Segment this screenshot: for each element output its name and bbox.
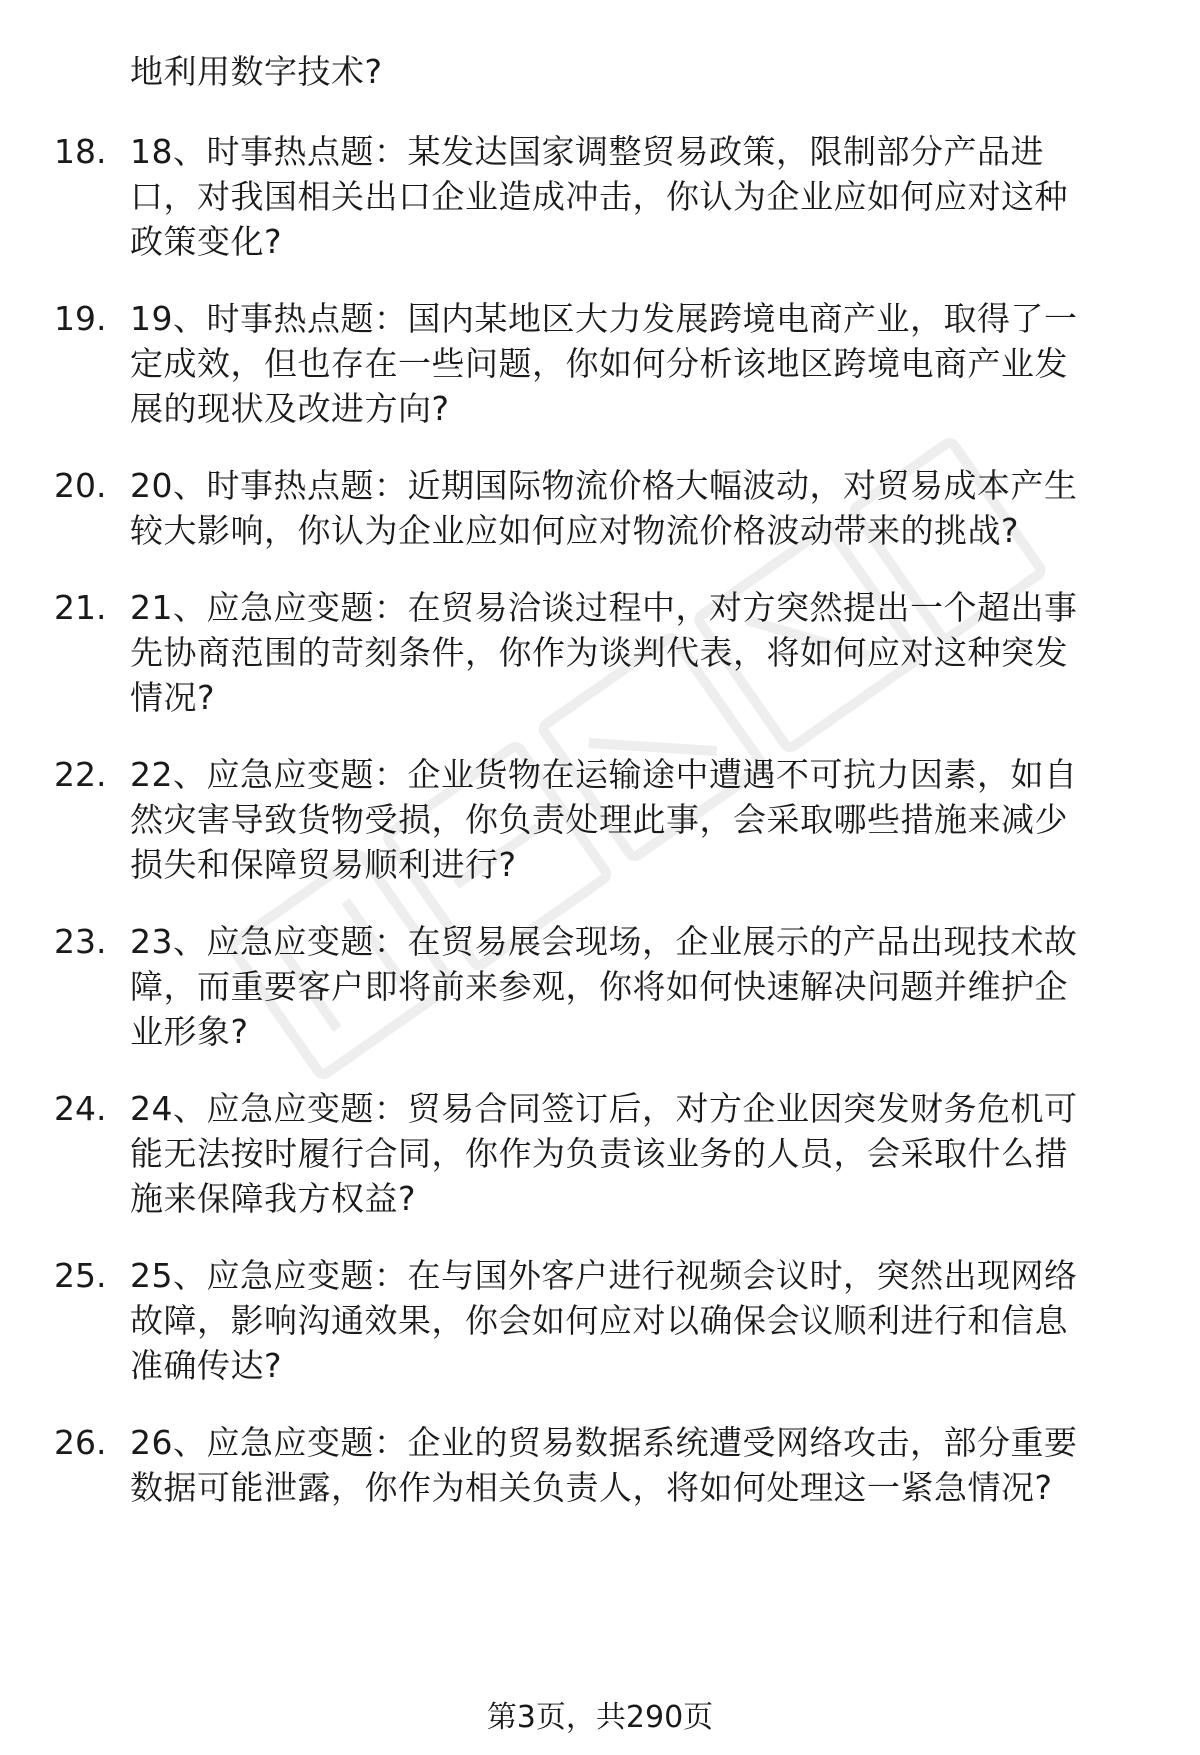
question-line: 数据可能泄露，你作为相关负责人，将如何处理这一紧急情况?: [130, 1468, 1053, 1507]
question-line: 然灾害导致货物受损，你负责处理此事，会采取哪些措施来减少: [130, 800, 1068, 839]
question-line: 较大影响，你认为企业应如何应对物流价格波动带来的挑战?: [130, 511, 1020, 550]
question-number: 22.: [54, 755, 107, 794]
question-line: 先协商范围的苛刻条件，你作为谈判代表，将如何应对这种突发: [130, 633, 1068, 672]
question-line: 19、时事热点题：国内某地区大力发展跨境电商产业，取得了一: [130, 299, 1078, 338]
question-number: 25.: [54, 1256, 107, 1295]
question-line: 准确传达?: [130, 1346, 283, 1385]
question-line: 损失和保障贸易顺利进行?: [130, 845, 517, 884]
question-line: 22、应急应变题：企业货物在运输途中遭遇不可抗力因素，如自: [130, 755, 1078, 794]
question-line: 24、应急应变题：贸易合同签订后，对方企业因突发财务危机可: [130, 1089, 1078, 1128]
question-line: 26、应急应变题：企业的贸易数据系统遭受网络攻击，部分重要: [130, 1423, 1078, 1462]
continuation-line: 地利用数字技术?: [130, 52, 383, 91]
question-line: 21、应急应变题：在贸易洽谈过程中，对方突然提出一个超出事: [130, 588, 1078, 627]
question-number: 20.: [54, 466, 107, 505]
question-number: 18.: [54, 132, 107, 171]
question-line: 情况?: [130, 678, 216, 717]
question-line: 障，而重要客户即将前来参观，你将如何快速解决问题并维护企: [130, 967, 1068, 1006]
question-line: 口，对我国相关出口企业造成冲击，你认为企业应如何应对这种: [130, 177, 1068, 216]
question-line: 展的现状及改进方向?: [130, 389, 450, 428]
question-number: 19.: [54, 299, 107, 338]
question-number: 23.: [54, 922, 107, 961]
question-number: 21.: [54, 588, 107, 627]
question-line: 业形象?: [130, 1012, 249, 1051]
question-line: 18、时事热点题：某发达国家调整贸易政策，限制部分产品进: [130, 132, 1044, 171]
question-line: 能无法按时履行合同，你作为负责该业务的人员，会采取什么措: [130, 1134, 1068, 1173]
question-number: 26.: [54, 1423, 107, 1462]
question-line: 20、时事热点题：近期国际物流价格大幅波动，对贸易成本产生: [130, 466, 1078, 505]
question-line: 故障，影响沟通效果，你会如何应对以确保会议顺利进行和信息: [130, 1301, 1068, 1340]
question-line: 政策变化?: [130, 222, 283, 261]
question-number: 24.: [54, 1089, 107, 1128]
question-line: 定成效，但也存在一些问题，你如何分析该地区跨境电商产业发: [130, 344, 1068, 383]
question-line: 23、应急应变题：在贸易展会现场，企业展示的产品出现技术故: [130, 922, 1078, 961]
question-line: 25、应急应变题：在与国外客户进行视频会议时，突然出现网络: [130, 1256, 1078, 1295]
page-footer: 第3页，共290页: [486, 1700, 714, 1735]
question-line: 施来保障我方权益?: [130, 1179, 417, 1218]
